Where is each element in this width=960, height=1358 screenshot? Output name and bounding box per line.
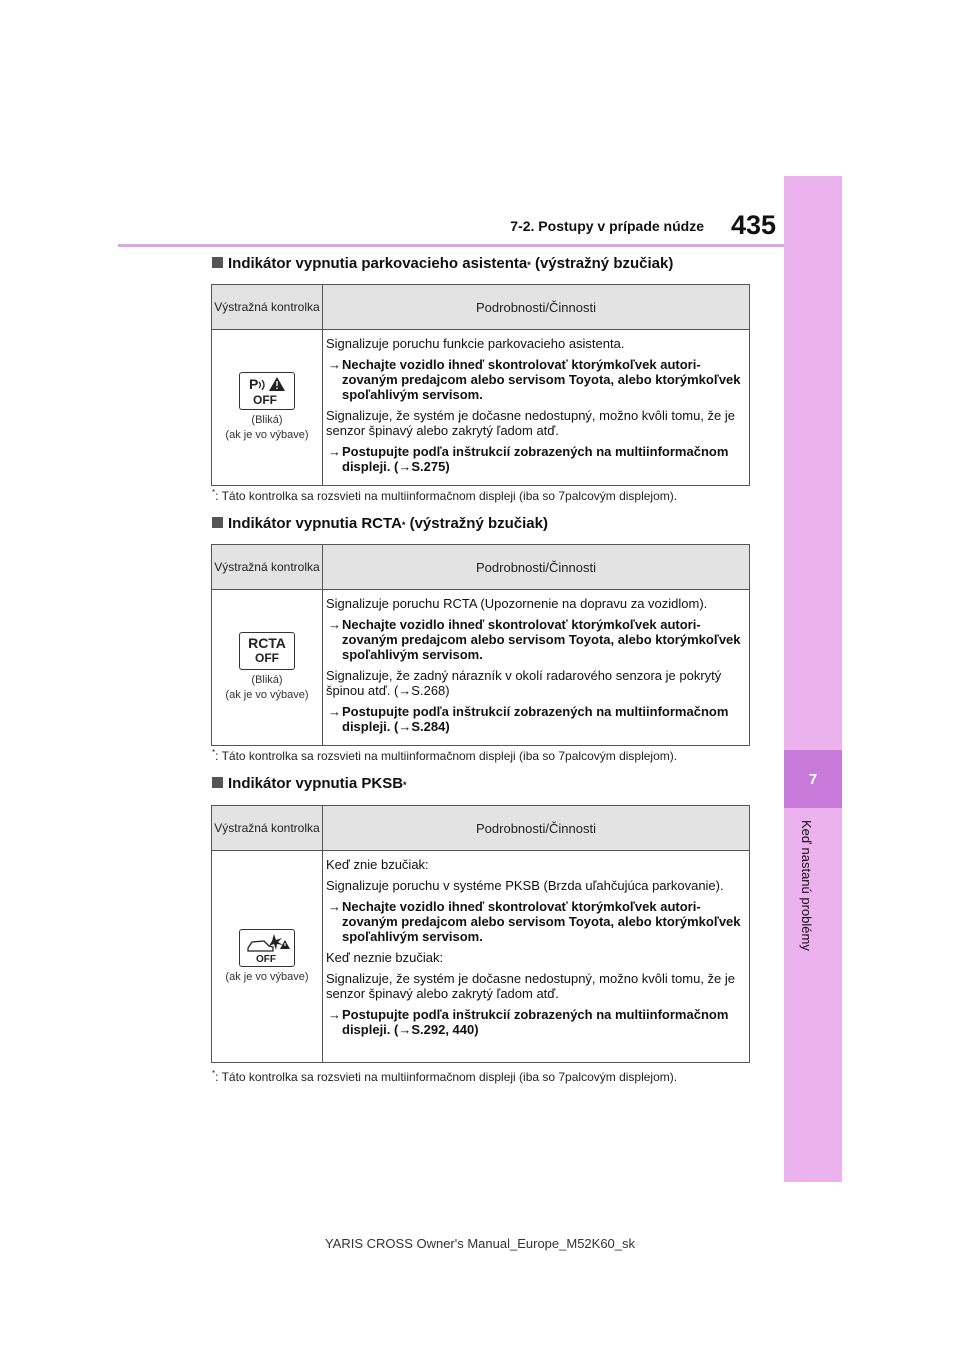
- arrow-icon: →: [328, 357, 341, 372]
- table-row: [212, 330, 750, 486]
- rcta-off-icon: [239, 632, 295, 670]
- action-item: [326, 617, 746, 662]
- table-row: [212, 590, 750, 746]
- lamp-note-equipment: (ak je vo výbave): [225, 970, 309, 983]
- footnote-marker: *: [212, 488, 216, 497]
- heading-mark: *: [403, 780, 407, 790]
- action-text: Postupujte podľa inštrukcií zobrazených na multiinformačnom displeji. (: [342, 704, 729, 734]
- page-number: 435: [730, 210, 776, 240]
- section-heading-rcta: [212, 515, 548, 532]
- section-title: 7-2. Postupy v prípade núdze: [510, 218, 704, 234]
- arrow-icon: →: [328, 1007, 341, 1022]
- details-cell: [323, 330, 750, 486]
- detail-text: Signalizuje, že zadný nárazník v okolí radarového senzora je pokrytý špinou atď. (→S.268): [326, 668, 722, 698]
- footnote: *: Táto kontrolka sa rozsvieti na multiinformačnom displeji (iba so 7palcovým displejom).: [212, 1069, 678, 1084]
- col-header-lamp: Výstražná kontrolka: [212, 806, 323, 851]
- action-text: Postupujte podľa inštrukcií zobrazených na multiinformačnom displeji. (: [342, 444, 729, 474]
- detail-text: Signalizuje poruchu RCTA (Upozornenie na dopravu za vozidlom).: [326, 596, 708, 611]
- lamp-cell: [212, 330, 323, 486]
- detail-text: Signalizuje, že systém je dočasne nedostupný, možno kvôli tomu, že je senzor špinavý alebo zakrytý ľadom atď.: [326, 971, 735, 1001]
- lamp-cell: [212, 851, 323, 1063]
- footnote: *: Táto kontrolka sa rozsvieti na multiinformačnom displeji (iba so 7palcovým displejom).: [212, 488, 678, 503]
- heading-text: Indikátor vypnutia PKSB: [228, 775, 404, 792]
- lamp-note-blink: (Bliká): [251, 674, 283, 686]
- section-heading-parking-assist: [212, 255, 673, 272]
- svg-text:OFF: OFF: [253, 393, 277, 407]
- footnote-text: Táto kontrolka sa rozsvieti na multiinformačnom displeji (iba so 7palcovým displejom).: [221, 749, 678, 763]
- action-item: [326, 357, 746, 402]
- detail-text: Signalizuje poruchu funkcie parkovacieho asistenta.: [326, 336, 625, 351]
- footnote-marker: *: [212, 1069, 216, 1078]
- arrow-icon: →: [328, 704, 341, 719]
- page-ref-link[interactable]: →S.292, 440): [398, 1022, 479, 1037]
- action-item: [326, 1007, 746, 1037]
- square-bullet-icon: [212, 777, 223, 788]
- col-header-lamp: Výstražná kontrolka: [212, 545, 323, 590]
- details-cell: [323, 851, 750, 1063]
- table-header-row: [212, 285, 750, 330]
- detail-text: Signalizuje, že systém je dočasne nedostupný, možno kvôli tomu, že je senzor špinavý alebo zakrytý ľadom atď.: [326, 408, 735, 438]
- section-heading-pksb: [212, 775, 407, 792]
- detail-text: Keď neznie bzučiak:: [326, 950, 444, 965]
- heading-mark: *: [401, 520, 406, 530]
- action-item: [326, 899, 746, 944]
- arrow-icon: →: [328, 617, 341, 632]
- footnote: *: Táto kontrolka sa rozsvieti na multiinformačnom displeji (iba so 7palcovým displejom).: [212, 748, 678, 763]
- square-bullet-icon: [212, 517, 223, 528]
- warning-table-pksb: [211, 805, 750, 1063]
- arrow-icon: →: [328, 899, 341, 914]
- rcta-icon-off-label: OFF: [255, 651, 279, 665]
- svg-text:P: P: [249, 376, 259, 392]
- action-text: Postupujte podľa inštrukcií zobrazených na multiinformačnom displeji. (: [342, 1007, 729, 1037]
- action-item: [326, 444, 746, 474]
- heading-suffix: (výstražný bzučiak): [405, 515, 548, 532]
- action-text: Nechajte vozidlo ihneď skontrolovať ktorýmkoľvek autorizovaným predajcom alebo servisom Toyota, alebo ktorýmkoľvek spoľahlivým servisom.: [342, 899, 741, 944]
- chapter-title-vertical: Keď nastanú problémy: [799, 820, 814, 951]
- detail-text: Keď znie bzučiak:: [326, 857, 429, 872]
- action-item: [326, 704, 746, 734]
- lamp-note-equipment: (ak je vo výbave): [225, 689, 309, 701]
- page-ref-link[interactable]: →S.275): [398, 459, 450, 474]
- heading-text: Indikátor vypnutia parkovacieho asistenta: [228, 255, 528, 272]
- footnote-marker: *: [212, 748, 216, 757]
- table-header-row: [212, 806, 750, 851]
- pksb-icon-off-label: OFF: [256, 953, 276, 965]
- manual-footer: YARIS CROSS Owner's Manual_Europe_M52K60_sk: [324, 1236, 636, 1251]
- page-ref-link[interactable]: →S.284): [398, 719, 450, 734]
- rcta-icon-label: RCTA: [248, 635, 286, 651]
- action-text: Nechajte vozidlo ihneď skontrolovať ktorýmkoľvek autorizovaným predajcom alebo servisom Toyota, alebo ktorýmkoľvek spoľahlivým servisom.: [342, 617, 741, 662]
- chapter-number-tab[interactable]: 7: [784, 750, 842, 808]
- col-header-lamp: Výstražná kontrolka: [212, 285, 323, 330]
- col-header-details: Podrobnosti/Činnosti: [323, 285, 750, 330]
- heading-text: Indikátor vypnutia RCTA: [228, 515, 402, 532]
- heading-mark: *: [527, 260, 531, 270]
- warning-table-rcta: [211, 544, 750, 746]
- warning-table-parking-assist: [211, 284, 750, 486]
- lamp-cell: [212, 590, 323, 746]
- action-text: Nechajte vozidlo ihneď skontrolovať ktorýmkoľvek autorizovaným predajcom alebo servisom Toyota, alebo ktorýmkoľvek spoľahlivým servisom.: [342, 357, 741, 402]
- lamp-note-equipment: (ak je vo výbave): [225, 429, 309, 441]
- parking-assist-off-icon: [239, 372, 295, 410]
- arrow-icon: →: [328, 444, 341, 459]
- pksb-off-icon: [239, 929, 295, 967]
- footnote-text: Táto kontrolka sa rozsvieti na multiinformačnom displeji (iba so 7palcovým displejom).: [221, 489, 678, 503]
- table-row: [212, 851, 750, 1063]
- chapter-side-tab: [784, 176, 842, 1182]
- col-header-details: Podrobnosti/Činnosti: [323, 545, 750, 590]
- detail-text: Signalizuje poruchu v systéme PKSB (Brzda uľahčujúca parkovanie).: [326, 878, 724, 893]
- square-bullet-icon: [212, 257, 223, 268]
- lamp-note-blink: (Bliká): [251, 414, 283, 426]
- header-rule: [118, 244, 784, 247]
- table-header-row: [212, 545, 750, 590]
- details-cell: [323, 590, 750, 746]
- footnote-text: Táto kontrolka sa rozsvieti na multiinformačnom displeji (iba so 7palcovým displejom).: [221, 1070, 678, 1084]
- col-header-details: Podrobnosti/Činnosti: [323, 806, 750, 851]
- heading-suffix: (výstražný bzučiak): [530, 255, 674, 272]
